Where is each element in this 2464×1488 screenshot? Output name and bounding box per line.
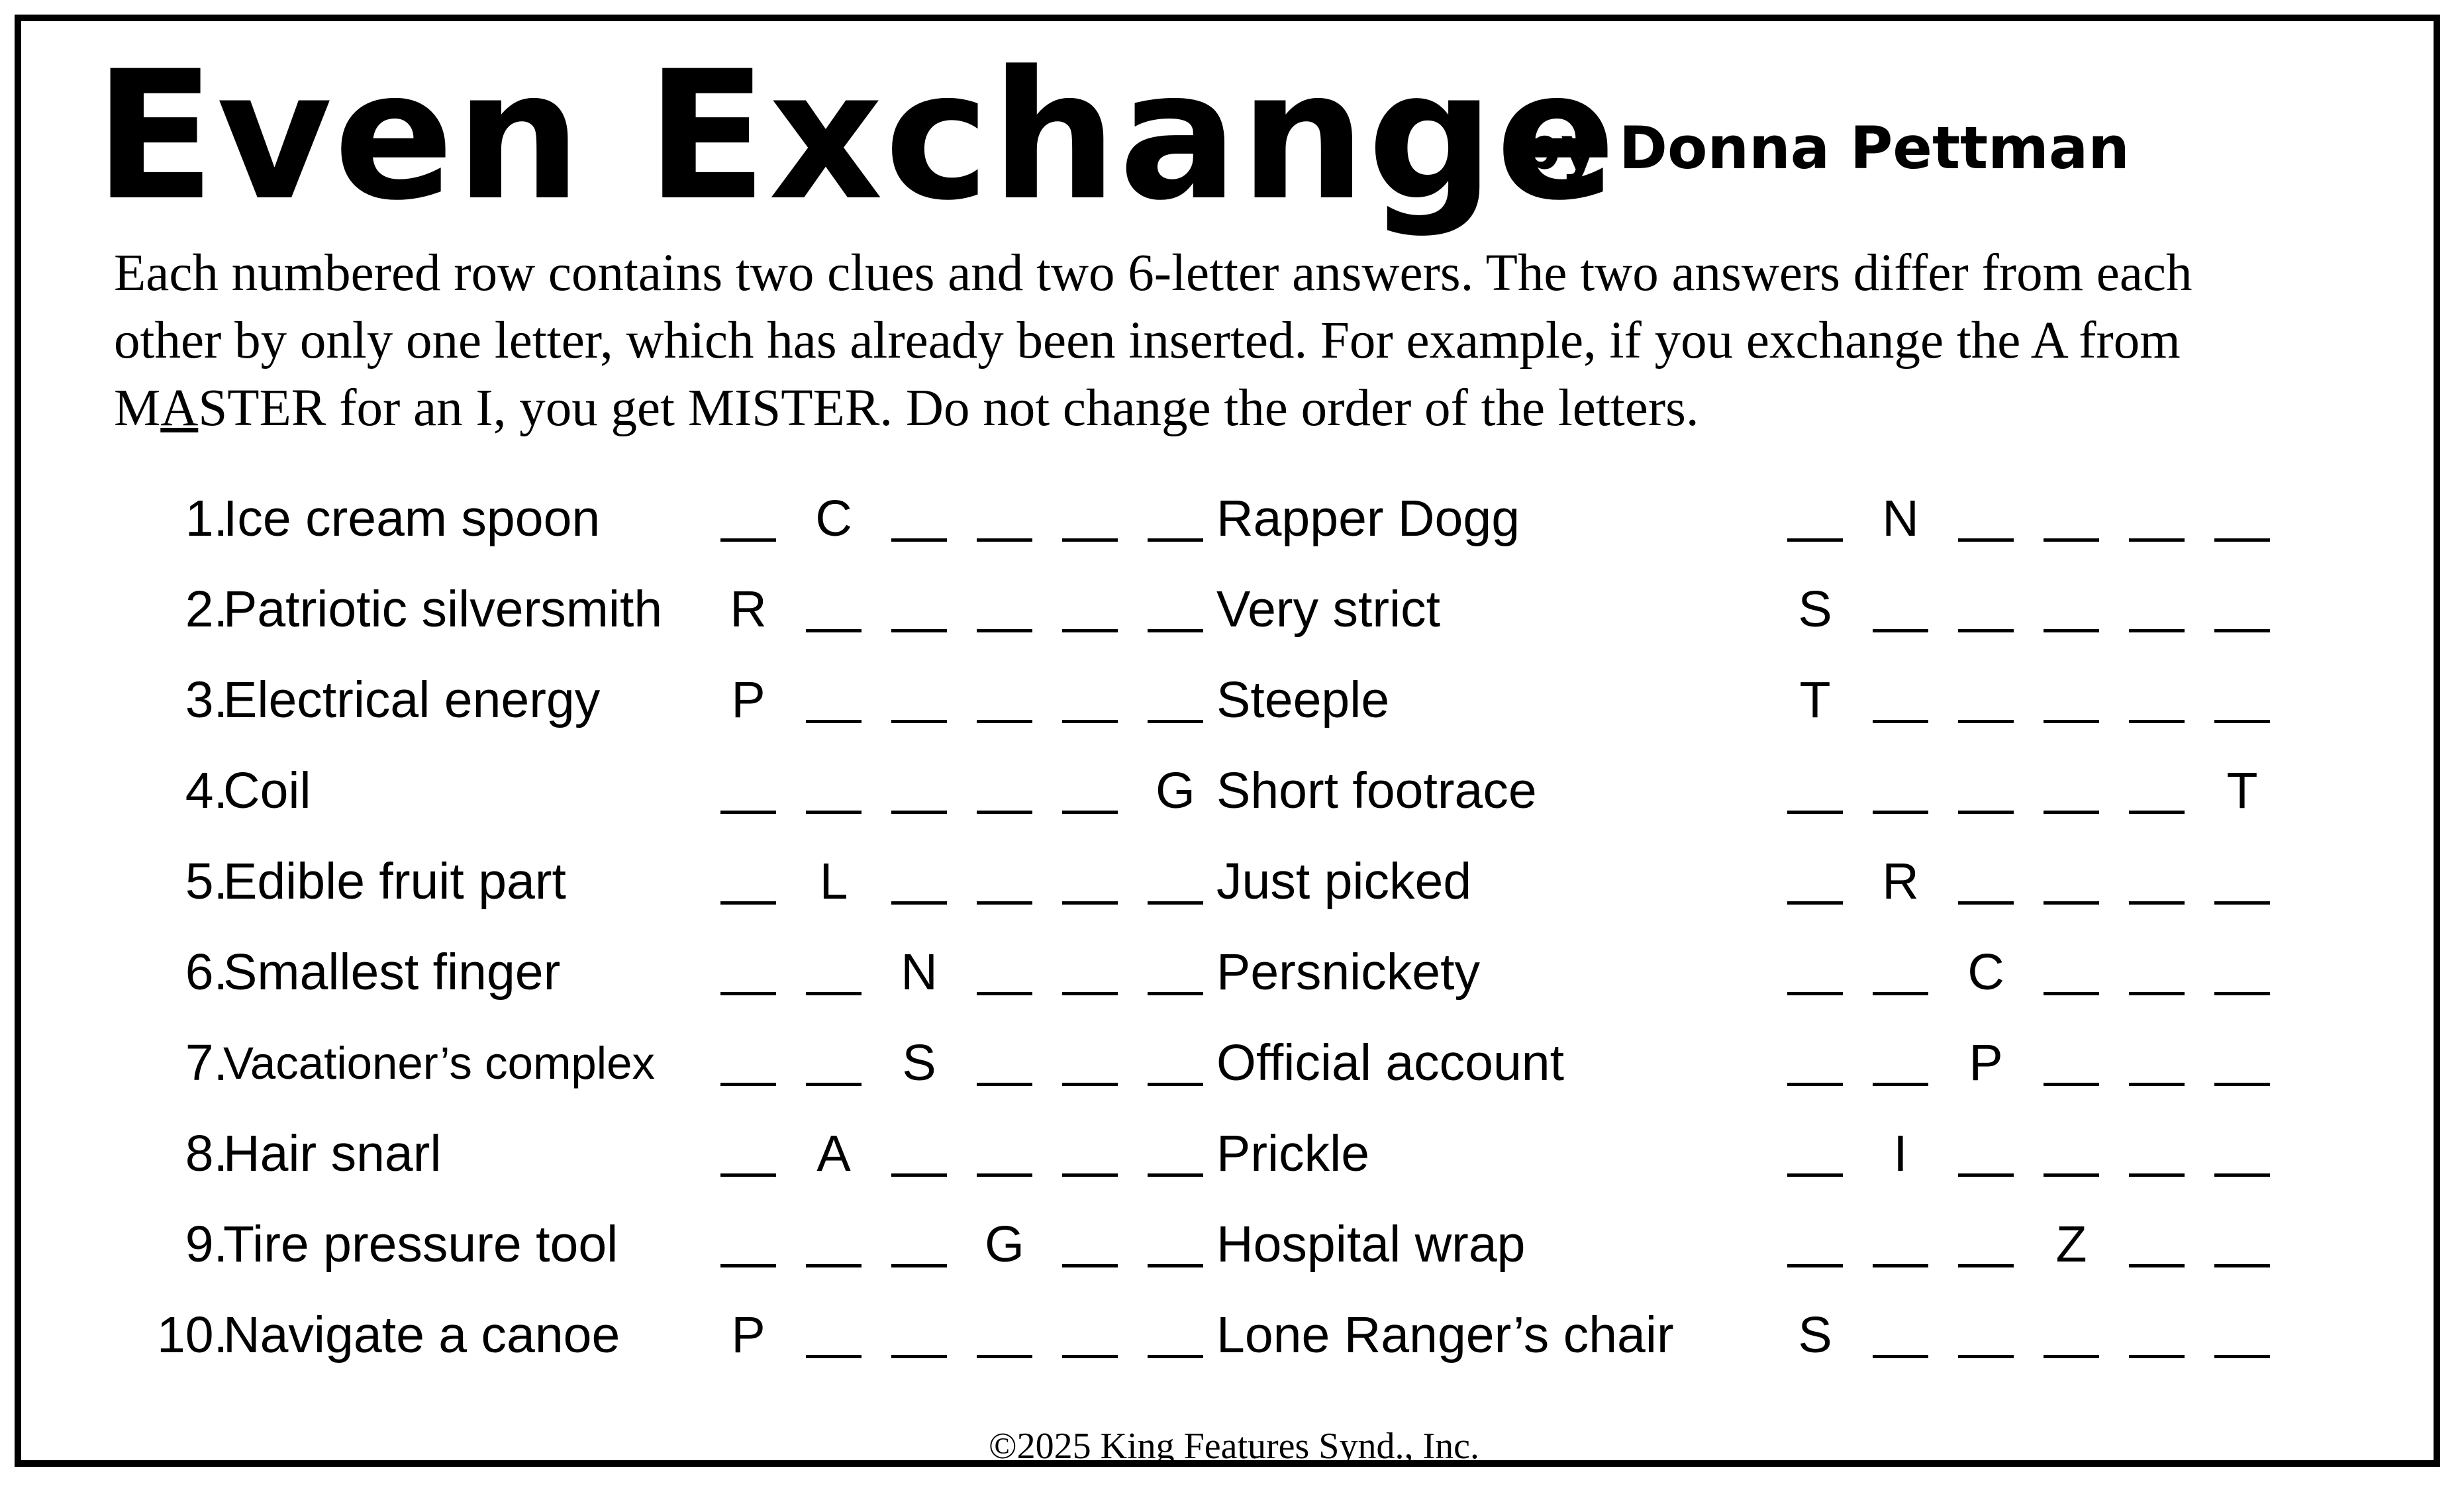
puzzle-row xyxy=(21,1018,2447,1109)
answer-blank[interactable] xyxy=(2214,992,2270,995)
answer-blank[interactable] xyxy=(2214,1264,2270,1267)
instructions-line-3 xyxy=(114,375,2392,442)
right-answer-slot xyxy=(2041,564,2102,655)
left-answer-slot xyxy=(1060,1290,1120,1381)
left-answer-slot xyxy=(1060,836,1120,927)
answer-blank[interactable] xyxy=(806,1083,862,1086)
answer-blank[interactable] xyxy=(2044,720,2099,723)
right-answer-slot xyxy=(1785,1199,1846,1290)
puzzle-row xyxy=(21,927,2447,1018)
instructions xyxy=(114,240,2392,442)
right-answer-slot xyxy=(1785,746,1846,836)
row-number: 7. xyxy=(185,1034,228,1091)
right-answer-slot xyxy=(2212,1018,2273,1109)
left-answer-slot xyxy=(718,473,779,564)
left-answer-slot xyxy=(718,564,779,655)
right-answer-slot xyxy=(2126,1018,2187,1109)
answer-blank[interactable] xyxy=(1062,1264,1118,1267)
answer-blank[interactable] xyxy=(1787,1173,1843,1177)
right-answer-slot xyxy=(1955,1290,2016,1381)
clue-right: Prickle xyxy=(1216,1125,1370,1182)
answer-blank[interactable] xyxy=(977,1173,1032,1177)
answer-blank[interactable] xyxy=(806,1264,862,1267)
right-answer-slot xyxy=(1870,836,1931,927)
right-answer-slot xyxy=(1955,655,2016,746)
clue-left: Patriotic silversmith xyxy=(223,581,663,638)
answer-blank[interactable] xyxy=(891,1173,947,1177)
right-answer-slot xyxy=(1870,927,1931,1018)
left-answer-slot xyxy=(718,927,779,1018)
right-answer-slot xyxy=(1955,564,2016,655)
right-answer-slot xyxy=(2212,836,2273,927)
puzzle-row xyxy=(21,836,2447,927)
left-answer-slot xyxy=(974,746,1035,836)
answer-blank[interactable] xyxy=(1958,538,2014,542)
answer-blank[interactable] xyxy=(1062,1083,1118,1086)
puzzle-frame xyxy=(15,15,2440,1467)
answer-blank[interactable] xyxy=(2044,629,2099,632)
answer-blank[interactable] xyxy=(2044,538,2099,542)
answer-blank[interactable] xyxy=(977,1355,1032,1358)
right-answer-slot xyxy=(1870,1018,1931,1109)
answer-blank[interactable] xyxy=(2044,1083,2099,1086)
left-answer-slot xyxy=(803,1109,864,1199)
answer-blank[interactable] xyxy=(2214,720,2270,723)
clue-left: Smallest finger xyxy=(223,944,561,1001)
row-number: 2. xyxy=(185,581,228,638)
given-letter: R xyxy=(1882,853,1919,910)
clue-right: Steeple xyxy=(1216,671,1390,728)
answer-blank[interactable] xyxy=(1787,901,1843,905)
clue-right: Rapper Dogg xyxy=(1216,490,1520,547)
answer-blank[interactable] xyxy=(2129,992,2185,995)
answer-blank[interactable] xyxy=(891,629,947,632)
answer-blank[interactable] xyxy=(977,720,1032,723)
answer-blank[interactable] xyxy=(2214,901,2270,905)
clue-left: Hair snarl xyxy=(223,1125,442,1182)
right-answer-slot xyxy=(1785,1018,1846,1109)
row-number: 1. xyxy=(185,490,228,547)
clue-right: Persnickety xyxy=(1216,944,1480,1001)
right-answer-slot xyxy=(1785,836,1846,927)
right-answer-slot xyxy=(1955,1199,2016,1290)
given-letter: R xyxy=(730,581,767,638)
answer-blank[interactable] xyxy=(1958,901,2014,905)
clue-right: Lone Ranger’s chair xyxy=(1216,1307,1674,1364)
given-letter: S xyxy=(902,1034,936,1091)
answer-blank[interactable] xyxy=(977,538,1032,542)
right-answer-slot xyxy=(2041,1109,2102,1199)
left-answer-slot xyxy=(1145,564,1206,655)
right-answer-slot xyxy=(2041,655,2102,746)
instructions-line-3-rest: STER for an I, you get MISTER. Do not change the order of the letters. xyxy=(198,379,1699,437)
clue-right: Just picked xyxy=(1216,853,1472,910)
answer-blank[interactable] xyxy=(2129,1173,2185,1177)
left-answer-slot xyxy=(718,1109,779,1199)
clue-right: Very strict xyxy=(1216,581,1441,638)
answer-blank[interactable] xyxy=(891,811,947,814)
answer-blank[interactable] xyxy=(891,1355,947,1358)
left-answer-slot xyxy=(1060,564,1120,655)
left-answer-slot xyxy=(889,1018,950,1109)
answer-blank[interactable] xyxy=(1062,629,1118,632)
left-answer-slot xyxy=(803,655,864,746)
answer-blank[interactable] xyxy=(1873,1083,1928,1086)
right-answer-slot xyxy=(1955,836,2016,927)
given-letter: G xyxy=(985,1216,1024,1273)
answer-blank[interactable] xyxy=(1062,720,1118,723)
row-number: 5. xyxy=(185,853,228,910)
puzzle-row xyxy=(21,746,2447,836)
clue-left: Tire pressure tool xyxy=(223,1216,618,1273)
left-answer-slot xyxy=(1145,746,1206,836)
left-answer-slot xyxy=(1145,836,1206,927)
answer-blank[interactable] xyxy=(806,629,862,632)
given-letter: C xyxy=(815,490,852,547)
left-answer-slot xyxy=(974,836,1035,927)
answer-blank[interactable] xyxy=(2129,538,2185,542)
answer-blank[interactable] xyxy=(2214,1355,2270,1358)
left-answer-slot xyxy=(1145,927,1206,1018)
given-letter: A xyxy=(816,1125,851,1182)
left-answer-slot xyxy=(974,564,1035,655)
given-letter: P xyxy=(731,671,765,728)
answer-blank[interactable] xyxy=(2214,1083,2270,1086)
left-answer-slot xyxy=(1145,1199,1206,1290)
answer-blank[interactable] xyxy=(1958,720,2014,723)
right-answer-slot xyxy=(1870,746,1931,836)
answer-blank[interactable] xyxy=(891,538,947,542)
right-answer-slot xyxy=(2212,473,2273,564)
right-answer-slot xyxy=(1870,655,1931,746)
answer-blank[interactable] xyxy=(2129,811,2185,814)
right-answer-slot xyxy=(2212,746,2273,836)
answer-blank[interactable] xyxy=(2044,1173,2099,1177)
given-letter: N xyxy=(1882,490,1919,547)
puzzle-row xyxy=(21,1199,2447,1290)
clue-left: Vacationer’s complex xyxy=(223,1038,655,1089)
right-answer-slot xyxy=(2041,927,2102,1018)
left-answer-slot xyxy=(718,655,779,746)
copyright: ©2025 King Features Synd., Inc. xyxy=(989,1426,1479,1467)
right-answer-slot xyxy=(1785,1109,1846,1199)
left-answer-slot xyxy=(803,746,864,836)
given-letter: N xyxy=(901,944,938,1001)
answer-blank[interactable] xyxy=(2044,811,2099,814)
right-answer-slot xyxy=(2212,1109,2273,1199)
answer-blank[interactable] xyxy=(720,1264,776,1267)
right-answer-slot xyxy=(2126,927,2187,1018)
answer-blank[interactable] xyxy=(1148,1264,1203,1267)
answer-blank[interactable] xyxy=(1148,901,1203,905)
left-answer-slot xyxy=(803,1290,864,1381)
answer-blank[interactable] xyxy=(1062,538,1118,542)
left-answer-slot xyxy=(889,1199,950,1290)
left-answer-slot xyxy=(974,1018,1035,1109)
clue-right: Short footrace xyxy=(1216,762,1537,819)
left-answer-slot xyxy=(803,1199,864,1290)
row-number: 4. xyxy=(185,762,228,819)
answer-blank[interactable] xyxy=(2214,538,2270,542)
right-answer-slot xyxy=(1870,1199,1931,1290)
right-answer-slot xyxy=(1870,1109,1931,1199)
right-answer-slot xyxy=(2212,1199,2273,1290)
left-answer-slot xyxy=(889,564,950,655)
answer-blank[interactable] xyxy=(977,901,1032,905)
right-answer-slot xyxy=(1785,655,1846,746)
answer-blank[interactable] xyxy=(720,538,776,542)
answer-blank[interactable] xyxy=(1062,992,1118,995)
instructions-line-1: Each numbered row contains two clues and two 6-letter answers. The two answers differ from each xyxy=(114,244,2193,302)
answer-blank[interactable] xyxy=(720,1173,776,1177)
right-answer-slot xyxy=(1955,927,2016,1018)
left-answer-slot xyxy=(803,473,864,564)
answer-blank[interactable] xyxy=(806,811,862,814)
right-answer-slot xyxy=(1955,1109,2016,1199)
right-answer-slot xyxy=(1870,473,1931,564)
answer-blank[interactable] xyxy=(1958,1355,2014,1358)
right-answer-slot xyxy=(2126,655,2187,746)
answer-blank[interactable] xyxy=(1958,1264,2014,1267)
answer-blank[interactable] xyxy=(1873,629,1928,632)
puzzle-row xyxy=(21,1109,2447,1199)
left-answer-slot xyxy=(1145,1290,1206,1381)
instructions-line-2: other by only one letter, which has already been inserted. For example, if you exchange the A from xyxy=(114,312,2181,370)
answer-blank[interactable] xyxy=(2214,629,2270,632)
left-answer-slot xyxy=(1145,655,1206,746)
answer-blank[interactable] xyxy=(1958,629,2014,632)
right-answer-slot xyxy=(2126,1290,2187,1381)
given-letter: P xyxy=(1969,1034,2003,1091)
left-answer-slot xyxy=(803,1018,864,1109)
right-answer-slot xyxy=(1870,564,1931,655)
given-letter: S xyxy=(1798,581,1832,638)
clue-left: Ice cream spoon xyxy=(223,490,601,547)
row-number: 8. xyxy=(185,1125,228,1182)
answer-blank[interactable] xyxy=(806,1355,862,1358)
given-letter: T xyxy=(1799,671,1831,728)
given-letter: G xyxy=(1156,762,1195,819)
answer-blank[interactable] xyxy=(2044,992,2099,995)
right-answer-slot xyxy=(1785,564,1846,655)
left-answer-slot xyxy=(1145,1109,1206,1199)
row-number: 3. xyxy=(185,671,228,728)
left-answer-slot xyxy=(718,1199,779,1290)
answer-blank[interactable] xyxy=(977,1083,1032,1086)
given-letter: P xyxy=(731,1307,765,1364)
puzzle-row xyxy=(21,564,2447,655)
clue-left: Electrical energy xyxy=(223,671,601,728)
answer-blank[interactable] xyxy=(2044,901,2099,905)
answer-blank[interactable] xyxy=(1873,992,1928,995)
answer-blank[interactable] xyxy=(1873,811,1928,814)
left-answer-slot xyxy=(1060,473,1120,564)
answer-blank[interactable] xyxy=(1148,629,1203,632)
clue-right: Hospital wrap xyxy=(1216,1216,1526,1273)
right-answer-slot xyxy=(2126,473,2187,564)
right-answer-slot xyxy=(1785,473,1846,564)
answer-blank[interactable] xyxy=(1787,992,1843,995)
left-answer-slot xyxy=(889,655,950,746)
answer-blank[interactable] xyxy=(1148,720,1203,723)
answer-blank[interactable] xyxy=(720,1083,776,1086)
answer-blank[interactable] xyxy=(1148,538,1203,542)
left-answer-slot xyxy=(718,1290,779,1381)
puzzle-row xyxy=(21,655,2447,746)
left-answer-slot xyxy=(803,927,864,1018)
given-letter: S xyxy=(1798,1307,1832,1364)
right-answer-slot xyxy=(2041,1018,2102,1109)
right-answer-slot xyxy=(2212,655,2273,746)
right-answer-slot xyxy=(2041,836,2102,927)
right-answer-slot xyxy=(2041,1199,2102,1290)
answer-blank[interactable] xyxy=(1062,1173,1118,1177)
answer-blank[interactable] xyxy=(1787,1083,1843,1086)
answer-blank[interactable] xyxy=(1787,811,1843,814)
puzzle-row xyxy=(21,473,2447,564)
left-answer-slot xyxy=(974,473,1035,564)
left-answer-slot xyxy=(889,927,950,1018)
answer-blank[interactable] xyxy=(891,720,947,723)
right-answer-slot xyxy=(2041,746,2102,836)
left-answer-slot xyxy=(889,473,950,564)
left-answer-slot xyxy=(1145,1018,1206,1109)
right-answer-slot xyxy=(1870,1290,1931,1381)
answer-blank[interactable] xyxy=(1148,992,1203,995)
right-answer-slot xyxy=(1955,473,2016,564)
puzzle-row xyxy=(21,1290,2447,1381)
given-letter: C xyxy=(1967,944,2004,1001)
clue-left: Navigate a canoe xyxy=(223,1307,620,1364)
answer-blank[interactable] xyxy=(806,992,862,995)
right-answer-slot xyxy=(1785,927,1846,1018)
right-answer-slot xyxy=(2212,1290,2273,1381)
answer-blank[interactable] xyxy=(2214,1173,2270,1177)
answer-blank[interactable] xyxy=(891,901,947,905)
answer-blank[interactable] xyxy=(2129,901,2185,905)
answer-blank[interactable] xyxy=(1873,720,1928,723)
answer-blank[interactable] xyxy=(1148,1083,1203,1086)
given-letter: I xyxy=(1893,1125,1908,1182)
answer-blank[interactable] xyxy=(891,1264,947,1267)
row-number: 6. xyxy=(185,944,228,1001)
given-letter: L xyxy=(819,853,848,910)
example-word-start: M xyxy=(114,379,161,437)
left-answer-slot xyxy=(889,1109,950,1199)
answer-blank[interactable] xyxy=(1958,811,2014,814)
left-answer-slot xyxy=(1060,1199,1120,1290)
left-answer-slot xyxy=(1060,746,1120,836)
answer-blank[interactable] xyxy=(1148,1355,1203,1358)
left-answer-slot xyxy=(1060,655,1120,746)
right-answer-slot xyxy=(2126,746,2187,836)
right-answer-slot xyxy=(2041,1290,2102,1381)
answer-blank[interactable] xyxy=(2129,629,2185,632)
answer-blank[interactable] xyxy=(806,720,862,723)
puzzle-title: Even Exchange xyxy=(94,33,1618,240)
left-answer-slot xyxy=(1060,927,1120,1018)
answer-blank[interactable] xyxy=(2129,1355,2185,1358)
left-answer-slot xyxy=(718,1018,779,1109)
right-answer-slot xyxy=(2212,564,2273,655)
answer-blank[interactable] xyxy=(720,811,776,814)
left-answer-slot xyxy=(889,746,950,836)
answer-blank[interactable] xyxy=(2129,720,2185,723)
left-answer-slot xyxy=(889,1290,950,1381)
answer-blank[interactable] xyxy=(1062,1355,1118,1358)
clue-right: Official account xyxy=(1216,1034,1565,1091)
right-answer-slot xyxy=(1955,1018,2016,1109)
left-answer-slot xyxy=(974,1109,1035,1199)
answer-blank[interactable] xyxy=(1148,1173,1203,1177)
answer-blank[interactable] xyxy=(720,901,776,905)
row-number: 10. xyxy=(156,1307,228,1364)
left-answer-slot xyxy=(1060,1109,1120,1199)
answer-blank[interactable] xyxy=(1062,901,1118,905)
right-answer-slot xyxy=(1955,746,2016,836)
right-answer-slot xyxy=(2041,473,2102,564)
answer-blank[interactable] xyxy=(2129,1264,2185,1267)
left-answer-slot xyxy=(889,836,950,927)
right-answer-slot xyxy=(2126,1199,2187,1290)
answer-blank[interactable] xyxy=(1873,1264,1928,1267)
left-answer-slot xyxy=(718,836,779,927)
puzzle-byline: by Donna Pettman xyxy=(1519,114,2130,182)
left-answer-slot xyxy=(974,1290,1035,1381)
left-answer-slot xyxy=(974,1199,1035,1290)
left-answer-slot xyxy=(974,927,1035,1018)
clue-left: Coil xyxy=(223,762,311,819)
right-answer-slot xyxy=(2126,1109,2187,1199)
answer-blank[interactable] xyxy=(1062,811,1118,814)
left-answer-slot xyxy=(803,836,864,927)
answer-blank[interactable] xyxy=(2129,1083,2185,1086)
left-answer-slot xyxy=(1145,473,1206,564)
left-answer-slot xyxy=(803,564,864,655)
row-number: 9. xyxy=(185,1216,228,1273)
answer-blank[interactable] xyxy=(977,992,1032,995)
answer-blank[interactable] xyxy=(1958,1173,2014,1177)
left-answer-slot xyxy=(974,655,1035,746)
right-answer-slot xyxy=(2126,564,2187,655)
example-exchanged-letter: A xyxy=(160,379,199,437)
right-answer-slot xyxy=(1785,1290,1846,1381)
right-answer-slot xyxy=(2212,927,2273,1018)
clue-left: Edible fruit part xyxy=(223,853,566,910)
given-letter: T xyxy=(2226,762,2258,819)
answer-blank[interactable] xyxy=(1787,538,1843,542)
given-letter: Z xyxy=(2055,1216,2087,1273)
right-answer-slot xyxy=(2126,836,2187,927)
left-answer-slot xyxy=(1060,1018,1120,1109)
answer-blank[interactable] xyxy=(1873,1355,1928,1358)
answer-blank[interactable] xyxy=(977,629,1032,632)
left-answer-slot xyxy=(718,746,779,836)
answer-blank[interactable] xyxy=(2044,1355,2099,1358)
answer-blank[interactable] xyxy=(720,992,776,995)
answer-blank[interactable] xyxy=(1787,1264,1843,1267)
answer-blank[interactable] xyxy=(977,811,1032,814)
